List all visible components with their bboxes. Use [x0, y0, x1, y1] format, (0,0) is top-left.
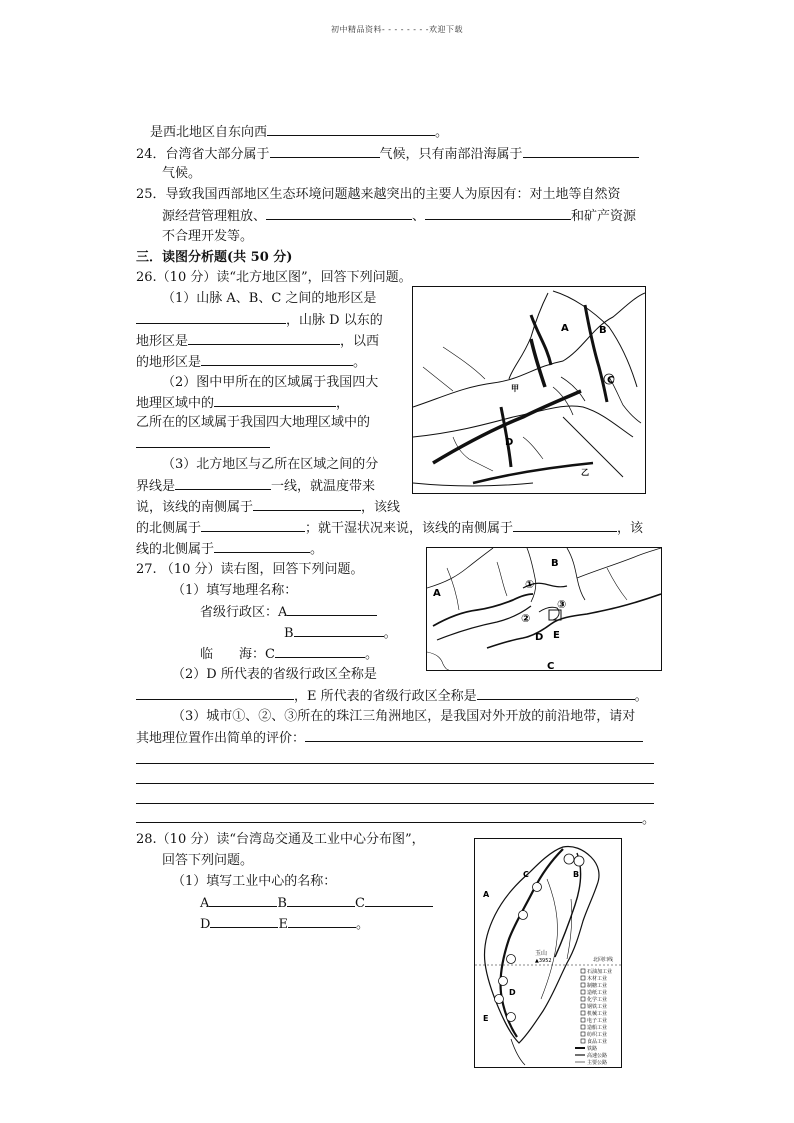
- map26-label-jia: 甲: [511, 384, 519, 393]
- q25-text-2: 源经营管理粗放、: [162, 209, 267, 224]
- q26-line-s3d: [136, 498, 400, 517]
- q26-blank-1[interactable]: [136, 311, 286, 324]
- section3-title: 三．读图分析题(共 50 分): [136, 250, 293, 265]
- q25-line1: 25．导致我国西部地区生态环境问题越来越突出的主要人为原因有：对土地等自然资: [136, 187, 621, 202]
- q26-line-s2b: [136, 394, 349, 413]
- legend-item-9: 纺织工业: [587, 1032, 608, 1038]
- legend-item-4: 化学工业: [587, 997, 608, 1003]
- map26-label-C: C: [607, 375, 615, 386]
- q26-s3f: 的北侧属于: [136, 521, 202, 536]
- q24-line1: [136, 145, 639, 164]
- q26-s3a: （3）北方地区与乙所在区域之间的分: [162, 457, 379, 472]
- map27-label-A: A: [433, 588, 441, 599]
- q27-intro: 27. （10 分）读右图，回答下列问题。: [136, 562, 364, 577]
- q28-line-abc: [200, 894, 433, 913]
- q28-a: A: [200, 896, 210, 911]
- q27-line-prov: [200, 603, 377, 622]
- q23-text: 是西北地区自东向西: [150, 125, 268, 140]
- q28-intro2: 回答下列问题。: [162, 853, 254, 868]
- q27-sea: 临 海：C: [200, 647, 275, 662]
- legend-item-8: 造船工业: [587, 1025, 608, 1031]
- map26-label-yi: 乙: [581, 468, 589, 477]
- q27-s1: （1）填写地理名称：: [172, 583, 298, 598]
- q28-blank-B[interactable]: [287, 894, 355, 907]
- q26-s3b: 界线是: [136, 479, 176, 494]
- q27-s3a: （3）城市①、②、③所在的珠江三角洲地区，是我国对外开放的前沿地带，请对: [172, 709, 636, 724]
- q23-blank[interactable]: [267, 123, 435, 136]
- q27-answer-line-4[interactable]: [136, 802, 654, 804]
- map26-label-D: D: [505, 437, 514, 448]
- legend-item-13: 主要公路: [587, 1060, 608, 1066]
- q26-blank-9[interactable]: [513, 519, 617, 532]
- map28-label-C: C: [523, 870, 529, 879]
- q27-line-sea: [200, 645, 378, 664]
- q27-blank-E[interactable]: [477, 687, 635, 700]
- map28-label-A: A: [483, 890, 490, 899]
- q26-s3d: 说，该线的南侧属于: [136, 500, 254, 515]
- q26-line-s1b: [136, 311, 383, 330]
- q26-s3i: 线的北侧属于: [136, 542, 215, 557]
- q26-s1f: 。: [353, 355, 367, 370]
- q26-line-s3b: [136, 477, 375, 496]
- q27-blank-B[interactable]: [294, 624, 384, 637]
- q25-line3: 不合理开发等。: [162, 229, 254, 244]
- q26-line-blank5: [136, 435, 270, 454]
- q28-blank-A[interactable]: [209, 894, 277, 907]
- q26-blank-2[interactable]: [188, 332, 340, 345]
- q27-answer-line-2[interactable]: [136, 762, 654, 764]
- q26-s1b: ，山脉 D 以东的: [286, 313, 383, 328]
- legend-item-0: 石油加工业: [587, 969, 613, 975]
- page-header: 初中精品资料- - - - - - - -欢迎下载: [331, 25, 463, 34]
- north-region-map: [412, 286, 646, 494]
- legend-item-1: 木材工业: [587, 976, 608, 982]
- q25-blank-1[interactable]: [266, 207, 412, 220]
- q27-b: B: [284, 626, 294, 641]
- q26-s1a: （1）山脉 A、B、C 之间的地形区是: [162, 291, 377, 306]
- q27-s2b: ，E 所代表的省级行政区全称是: [294, 689, 477, 704]
- q27-c-end: 。: [364, 647, 378, 662]
- q26-s3e: ，该线: [361, 500, 401, 515]
- q26-s1d: ，以西: [340, 334, 380, 349]
- q26-s3g: ；就干湿状况来说，该线的南侧属于: [305, 521, 514, 536]
- q27-s2c: 。: [634, 689, 648, 704]
- map27-city-1: ①: [525, 578, 535, 591]
- map26-label-B: B: [599, 325, 607, 336]
- q26-line-s1e: [136, 353, 366, 372]
- q28-s1: （1）填写工业中心的名称：: [172, 874, 337, 889]
- q26-s3j: 。: [310, 542, 324, 557]
- q26-line-s3i: [136, 540, 323, 559]
- map27-label-E: E: [553, 630, 560, 641]
- q26-blank-7[interactable]: [253, 498, 361, 511]
- q26-blank-8[interactable]: [201, 519, 305, 532]
- q25-sep: 、: [412, 209, 426, 224]
- legend-item-6: 机械工业: [587, 1011, 608, 1017]
- map27-label-C: C: [547, 661, 555, 670]
- q28-blank-C[interactable]: [365, 894, 433, 907]
- map27-label-B: B: [551, 558, 559, 569]
- map27-city-2: ②: [521, 612, 531, 625]
- q24-blank-1[interactable]: [270, 145, 380, 158]
- map26-label-A: A: [561, 323, 569, 334]
- q28-b: B: [277, 896, 287, 911]
- q28-blank-E[interactable]: [288, 915, 356, 928]
- q26-s2d: 乙所在的区域属于我国四大地理区域中的: [136, 415, 371, 430]
- legend-item-11: 铁路: [587, 1046, 598, 1052]
- legend-item-2: 制糖工业: [587, 983, 608, 989]
- q26-s3h: ，该: [617, 521, 644, 536]
- q26-intro: 26.（10 分）读“北方地区图”，回答下列问题。: [136, 270, 412, 285]
- legend-item-7: 电子工业: [587, 1018, 608, 1024]
- q25-text-3: 和矿产资源: [571, 209, 637, 224]
- q27-answer-line-3[interactable]: [136, 782, 654, 784]
- q27-b-end: 。: [383, 626, 397, 641]
- q27-line-s2b: [136, 687, 648, 706]
- q26-s1e: 的地形区是: [136, 355, 202, 370]
- map28-label-E: E: [483, 1014, 489, 1023]
- q26-blank-6[interactable]: [175, 477, 271, 490]
- q26-blank-3[interactable]: [201, 353, 353, 366]
- q26-s2b: 地理区域中的: [136, 396, 215, 411]
- q27-blank-D[interactable]: [136, 687, 294, 700]
- q26-line-s3f: [136, 519, 643, 538]
- q27-s3b: 其地理位置作出简单的评价：: [136, 731, 306, 746]
- q26-blank-5[interactable]: [136, 435, 270, 448]
- q27-line-s3b: [136, 729, 643, 748]
- q28-end: 。: [355, 917, 369, 932]
- map28-tropic-label: 北回归线: [593, 957, 614, 963]
- q26-s2c: ，: [336, 396, 350, 411]
- legend-item-12: 高速公路: [587, 1053, 608, 1059]
- q28-blank-D[interactable]: [210, 915, 278, 928]
- map27-city-3: ③: [557, 598, 567, 611]
- q27-blank-C[interactable]: [275, 645, 365, 658]
- map28-yushan: 玉山: [535, 950, 548, 957]
- q28-e: E: [278, 917, 288, 932]
- q27-blank-A[interactable]: [287, 603, 377, 616]
- q23-end: 。: [435, 125, 449, 140]
- q25-blank-2[interactable]: [425, 207, 571, 220]
- q27-line-end: [136, 810, 655, 829]
- q28-line-de: [200, 915, 369, 934]
- legend-item-3: 造纸工业: [587, 990, 608, 996]
- q27-blank-eval-1[interactable]: [305, 729, 643, 742]
- q27-line-b: [284, 624, 397, 643]
- q24-text-3: 气候。: [162, 166, 202, 181]
- q27-s2a: （2）D 所代表的省级行政区全称是: [172, 667, 377, 682]
- map28-label-D: D: [509, 988, 516, 997]
- q27-prov: 省级行政区：A: [200, 605, 288, 620]
- map27-label-D: D: [535, 632, 544, 643]
- q26-line-s1c: [136, 332, 379, 351]
- legend-item-5: 钢铁工业: [587, 1004, 608, 1010]
- q26-s2a: （2）图中甲所在的区域属于我国四大: [162, 375, 379, 390]
- map28-yushan-elev: ▲3952: [535, 958, 552, 964]
- map28-legend: [587, 968, 612, 1066]
- q23-line: [150, 123, 448, 142]
- taiwan-industry-map: [474, 838, 622, 1068]
- q25-line2: [162, 207, 636, 226]
- q24-text-1: 24．台湾省大部分属于: [136, 147, 270, 162]
- q26-s1c: 地形区是: [136, 334, 189, 349]
- q26-blank-10[interactable]: [214, 540, 310, 553]
- q26-blank-4[interactable]: [214, 394, 336, 407]
- q24-text-2: 气候，只有南部沿海属于: [379, 147, 523, 162]
- map28-label-B: B: [573, 870, 580, 879]
- q24-blank-2[interactable]: [523, 145, 639, 158]
- q26-s3c: 一线，就温度带来: [271, 479, 376, 494]
- q28-d: D: [200, 917, 211, 932]
- q27-end: 。: [642, 812, 656, 827]
- q27-answer-line-5[interactable]: [136, 810, 642, 823]
- pearl-river-map: [426, 547, 662, 671]
- q28-c: C: [354, 896, 365, 911]
- legend-item-10: 食品工业: [587, 1039, 608, 1045]
- q28-intro: 28.（10 分）读“台湾岛交通及工业中心分布图”，: [136, 832, 425, 847]
